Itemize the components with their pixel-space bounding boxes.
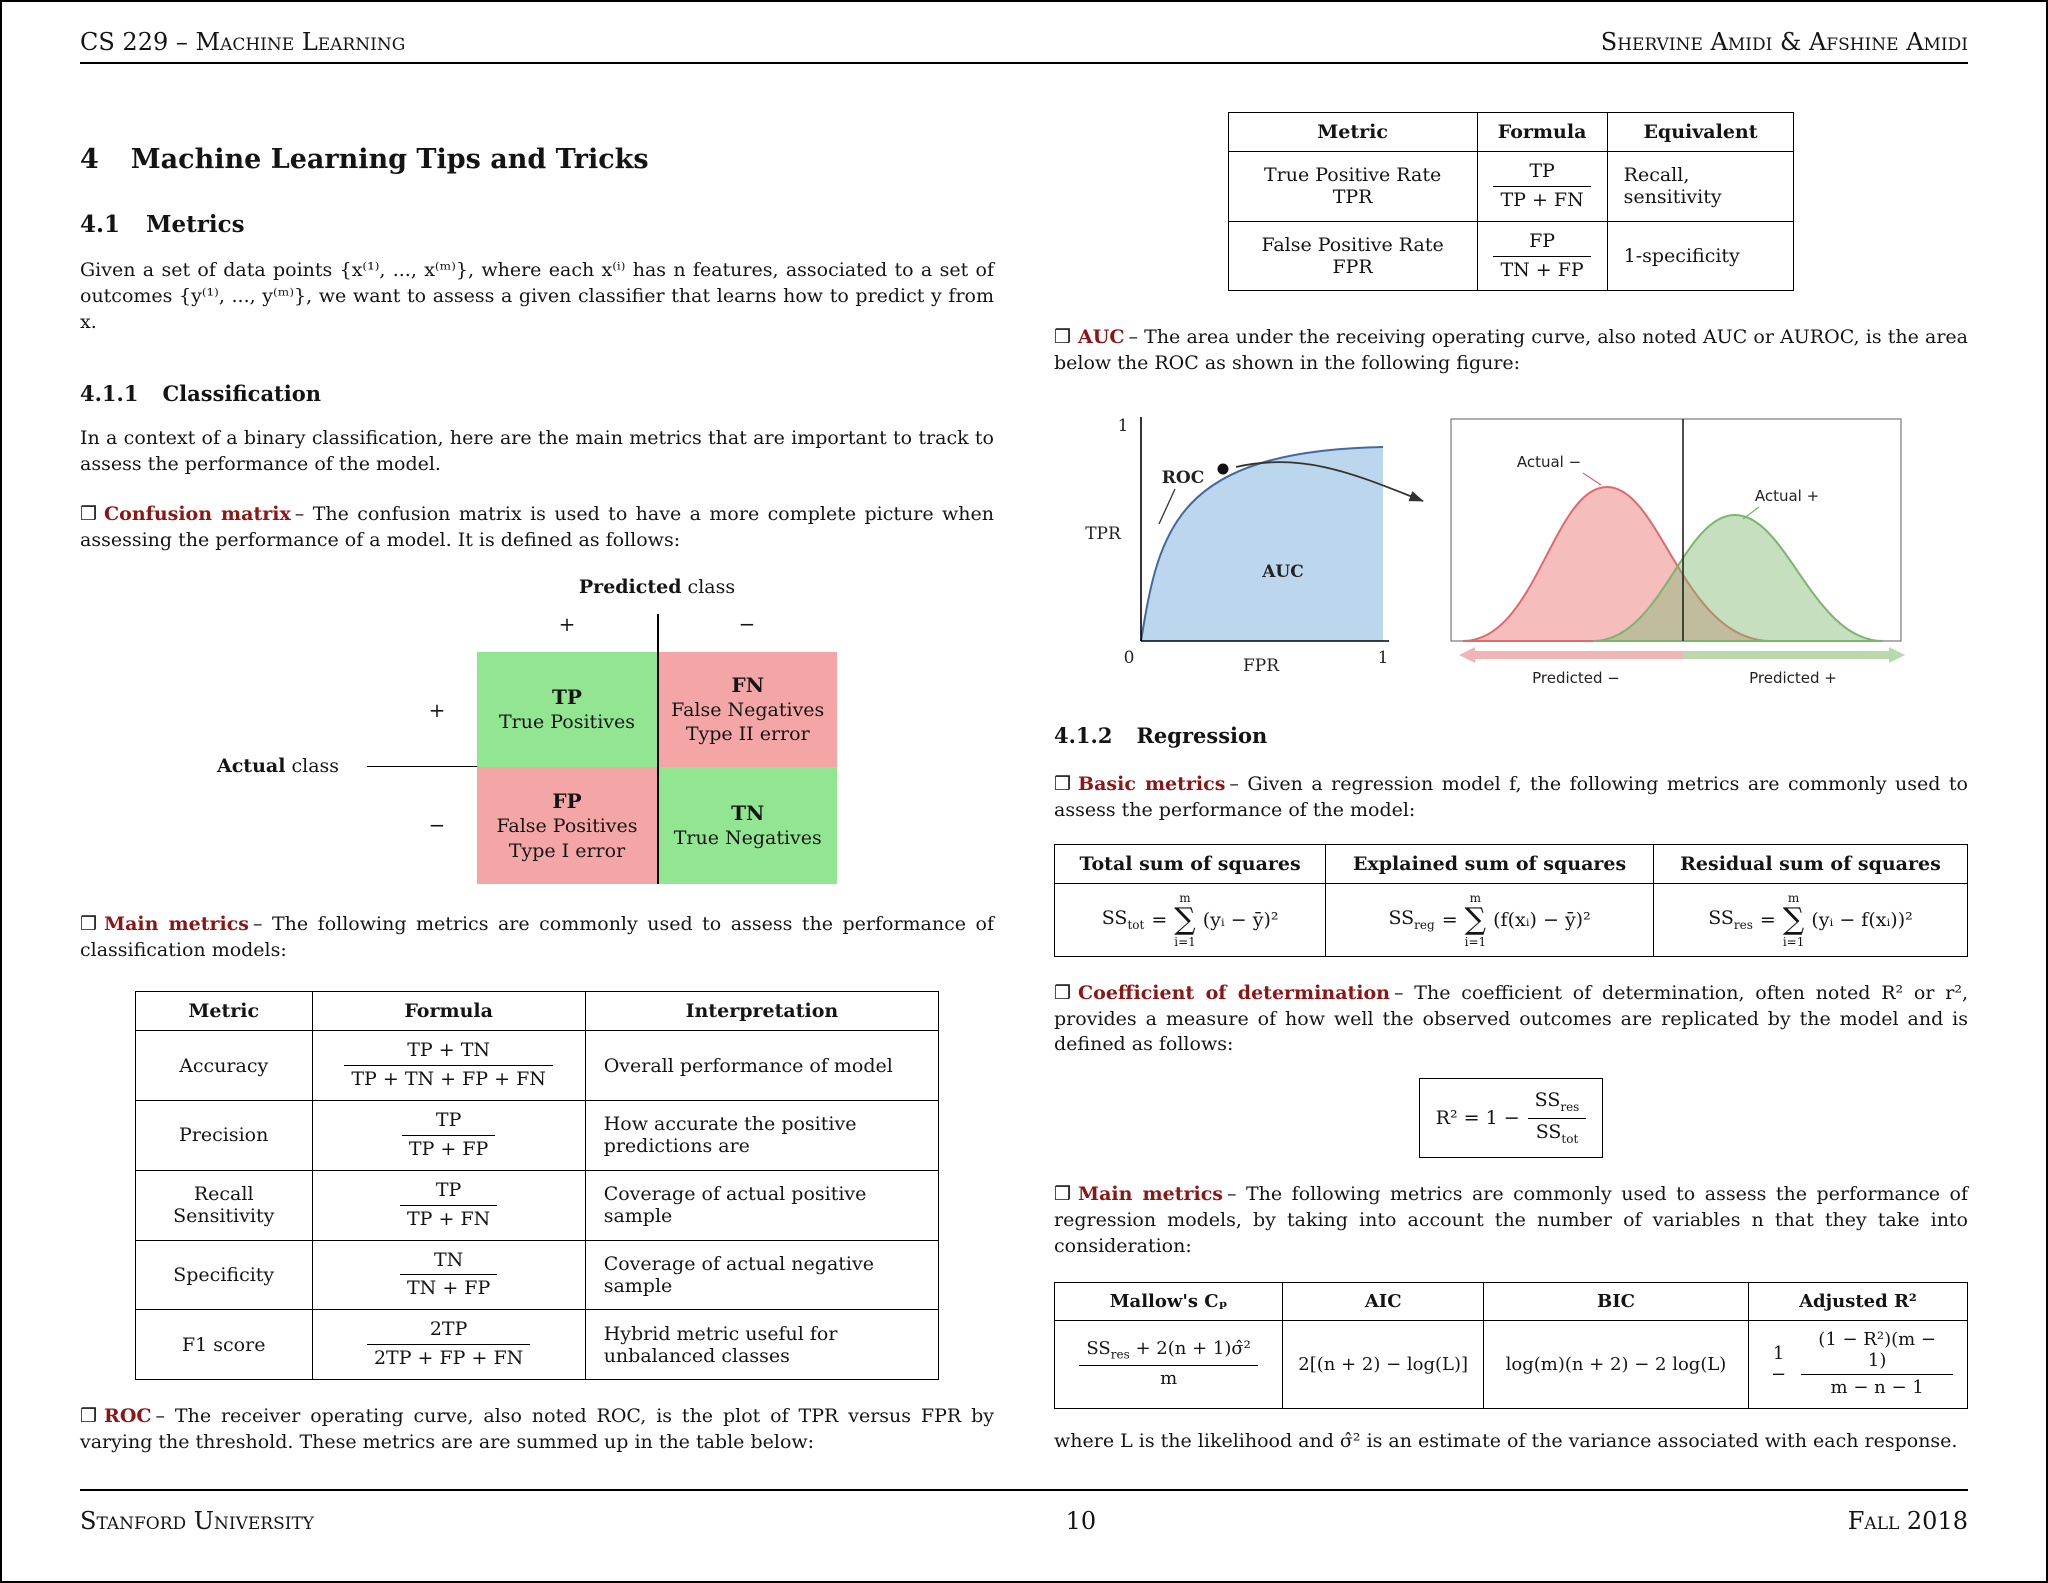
formula-cell xyxy=(1477,221,1607,291)
two-column-layout xyxy=(80,102,1968,1456)
confusion-matrix-term: Confusion matrix xyxy=(104,503,291,526)
col-formula: Formula xyxy=(1477,113,1607,152)
square-bullet-icon: ❒ xyxy=(80,1404,98,1427)
main-metrics-item xyxy=(80,912,994,964)
formula-cell xyxy=(312,1310,585,1380)
ss-reg-cell: $SS_{reg}$ = m ∑ i=1 (f(xᵢ) − ȳ)² xyxy=(1326,883,1654,956)
determination-item xyxy=(1054,981,1968,1058)
regression-main-metrics-text: – The following metrics are commonly used to assess the performance of regression models, by taking into account the number of variables n that they take into consideration: xyxy=(1054,1183,1969,1258)
interpretation-cell: Coverage of actual negative sample xyxy=(585,1240,938,1310)
table-row xyxy=(1055,883,1968,956)
fraction: $\frac{SS_{res} + 2(n + 1)\sigmâ^2}{m}$ xyxy=(1079,1338,1257,1391)
actual-minus-label: Actual − xyxy=(1516,453,1582,472)
roc-label: ROC xyxy=(1161,468,1205,489)
rate-table xyxy=(1228,112,1795,291)
fn-note: Type II error xyxy=(685,723,810,746)
roc-text: – The receiver operating curve, also noted ROC, is the plot of TPR versus FPR by varying the threshold. These metrics are are summed up in the table below: xyxy=(80,1404,994,1453)
metric-cell: Specificity xyxy=(135,1240,312,1310)
metric-cell: F1 score xyxy=(135,1310,312,1380)
summation: m ∑ i=1 xyxy=(1782,890,1805,949)
actual-positive-pointer xyxy=(1743,507,1759,519)
roc-item xyxy=(80,1404,994,1456)
actual-negative-pointer xyxy=(1583,473,1601,485)
regression-heading xyxy=(1054,723,1968,748)
table-header-row xyxy=(1055,844,1968,883)
classification-number: 4.1.1 xyxy=(80,381,139,407)
col-metric: Metric xyxy=(135,992,312,1031)
table-row xyxy=(135,1310,938,1380)
y-max-label: 1 xyxy=(1117,416,1129,437)
metrics-intro-paragraph: Given a set of data points {x⁽¹⁾, ..., x⁽ᵐ⁾}, where each x⁽ⁱ⁾ has n features, associated to a set of outcomes {y⁽¹⁾, ..., y⁽ᵐ⁾}, we want to assess a given classifier that learns how to predict y from x. xyxy=(80,259,994,333)
x-max-label: 1 xyxy=(1377,648,1389,669)
actual-minus-label: − xyxy=(428,812,446,837)
metric-cell: True Positive Rate TPR xyxy=(1228,152,1477,222)
basic-metrics-term: Basic metrics xyxy=(1078,773,1226,796)
r-squared-formula-wrap xyxy=(1054,1078,1968,1158)
metric-cell: Recall Sensitivity xyxy=(135,1170,312,1240)
predicted-class-label xyxy=(477,576,837,598)
table-row xyxy=(1228,221,1794,291)
ss-tot-cell: $SS_{tot}$ = m ∑ i=1 (yᵢ − ȳ)² xyxy=(1055,883,1326,956)
fraction: $\frac{TP}{TP + FN}$ xyxy=(400,1179,497,1232)
equivalent-cell: Recall, sensitivity xyxy=(1607,152,1794,222)
predicted-bold: Predicted xyxy=(578,575,682,598)
metric-cell: Precision xyxy=(135,1101,312,1171)
regression-title: Regression xyxy=(1136,723,1268,749)
fraction: $\frac{TP + TN}{TP + TN + FP + FN}$ xyxy=(344,1039,553,1092)
square-bullet-icon: ❒ xyxy=(80,503,98,526)
col-explained-ss: Explained sum of squares xyxy=(1326,844,1654,883)
formula-cell xyxy=(312,1240,585,1310)
sum-of-squares-table xyxy=(1054,844,1968,957)
actual-class-label xyxy=(217,755,339,777)
footer-page-number: 10 xyxy=(1065,1507,1097,1535)
fraction: $\frac{TP}{TP + FP}$ xyxy=(402,1109,495,1162)
fraction: $\frac{FP}{TN + FP}$ xyxy=(1493,230,1590,283)
table-row xyxy=(135,1170,938,1240)
fn-abbr: FN xyxy=(731,672,764,697)
determination-term: Coefficient of determination xyxy=(1078,981,1390,1004)
regression-number: 4.1.2 xyxy=(1054,723,1113,749)
determination-text: – The coefficient of determination, often noted R² or r², provides a measure of how well the observed outcomes are replicated by the model and is defined as follows: xyxy=(1054,981,1968,1056)
table-row xyxy=(1228,152,1794,222)
page-footer xyxy=(80,1489,1968,1535)
col-formula: Formula xyxy=(312,992,585,1031)
table-row xyxy=(1055,1320,1968,1408)
formula-cell xyxy=(312,1170,585,1240)
formula-cell xyxy=(312,1101,585,1171)
regression-main-metrics-item xyxy=(1054,1182,1968,1259)
col-interpretation: Interpretation xyxy=(585,992,938,1031)
fraction: $\frac{TP}{TP + FN}$ xyxy=(1493,160,1590,213)
col-total-ss: Total sum of squares xyxy=(1055,844,1326,883)
square-bullet-icon: ❒ xyxy=(1054,773,1072,796)
col-adjusted-r2: Adjusted R² xyxy=(1748,1282,1967,1320)
col-bic: BIC xyxy=(1484,1282,1749,1320)
classification-metrics-table xyxy=(135,991,939,1379)
tn-abbr: TN xyxy=(731,801,765,826)
predicted-rest: class xyxy=(687,575,736,598)
actual-bold: Actual xyxy=(217,754,286,777)
predicted-plus-label: Predicted + xyxy=(1749,669,1837,688)
classification-intro-paragraph: In a context of a binary classification, here are the main metrics that are important to track to assess the performance of the model. xyxy=(80,427,994,476)
page-header xyxy=(80,28,1968,56)
left-column xyxy=(80,102,994,1456)
col-metric: Metric xyxy=(1228,113,1477,152)
predicted-minus-header: − xyxy=(738,611,756,636)
auc-label: AUC xyxy=(1262,562,1304,583)
summation: m ∑ i=1 xyxy=(1174,890,1196,949)
regression-main-metrics-term: Main metrics xyxy=(1078,1183,1223,1206)
col-equivalent: Equivalent xyxy=(1607,113,1794,152)
fp-abbr: FP xyxy=(552,788,582,813)
tn-name: True Negatives xyxy=(673,827,822,850)
fp-name: False Positives xyxy=(496,814,638,837)
auc-term: AUC xyxy=(1078,326,1125,349)
roc-pointer-line xyxy=(1159,489,1175,524)
equivalent-cell: 1-specificity xyxy=(1607,221,1794,291)
section-heading xyxy=(80,144,994,175)
fraction: $\frac{\text{(1 − R²)(m − 1)}}{m - n - 1}$ xyxy=(1801,1329,1953,1400)
predicted-minus-arrow xyxy=(1459,647,1683,663)
false-positives-cell xyxy=(477,767,657,884)
table-row xyxy=(135,1031,938,1101)
auc-text: – The area under the receiving operating curve, also noted AUC or AUROC, is the area below the ROC as shown in the following figure: xyxy=(1054,326,1968,375)
fraction: $\frac{TN}{TN + FP}$ xyxy=(400,1249,497,1302)
ss-res-cell: $SS_{res}$ = m ∑ i=1 (yᵢ − f(xᵢ))² xyxy=(1653,883,1967,956)
predicted-plus-header: + xyxy=(558,611,576,636)
regression-metrics-table xyxy=(1054,1282,1968,1409)
confusion-matrix-text: – The confusion matrix is used to have a more complete picture when assessing the performance of a model. It is defined as follows: xyxy=(80,503,994,551)
fpr-axis-label: FPR xyxy=(1242,656,1280,677)
roc-auc-figure xyxy=(1071,389,1951,693)
right-column xyxy=(1054,102,1968,1456)
metrics-heading xyxy=(80,211,994,238)
header-authors: Shervine Amidi & Afshine Amidi xyxy=(1600,28,1968,56)
confusion-matrix-item xyxy=(80,502,994,554)
fraction: $\frac{2TP}{2TP + FP + FN}$ xyxy=(367,1318,530,1371)
aic-cell: 2[(n + 2) − log(L)] xyxy=(1283,1320,1484,1408)
table-row xyxy=(135,1101,938,1171)
bic-cell: log(m)(n + 2) − 2 log(L) xyxy=(1484,1320,1749,1408)
classification-heading xyxy=(80,381,994,406)
r-squared-formula-box xyxy=(1419,1078,1604,1158)
roc-point xyxy=(1218,464,1229,475)
actual-plus-label: + xyxy=(428,697,446,722)
col-aic: AIC xyxy=(1283,1282,1484,1320)
square-bullet-icon: ❒ xyxy=(1054,326,1072,349)
tp-abbr: TP xyxy=(552,684,582,709)
r-squared-lhs: R² = 1 − xyxy=(1435,1107,1520,1130)
col-mallow: Mallow's Cₚ xyxy=(1055,1282,1283,1320)
metric-cell: False Positive Rate FPR xyxy=(1228,221,1477,291)
tpr-axis-label: TPR xyxy=(1085,524,1121,545)
square-bullet-icon: ❒ xyxy=(1054,1183,1072,1206)
footer-rule xyxy=(80,1489,1968,1491)
predicted-minus-label: Predicted − xyxy=(1532,669,1620,688)
basic-metrics-item xyxy=(1054,772,1968,824)
fp-note: Type I error xyxy=(508,839,626,862)
tp-name: True Positives xyxy=(499,710,635,733)
main-metrics-text: – The following metrics are commonly used to assess the performance of classification models: xyxy=(80,912,995,961)
formula-cell xyxy=(1477,152,1607,222)
square-bullet-icon: ❒ xyxy=(80,912,98,935)
interpretation-cell: Hybrid metric useful for unbalanced classes xyxy=(585,1310,938,1380)
interpretation-cell: Coverage of actual positive sample xyxy=(585,1170,938,1240)
roc-term: ROC xyxy=(104,1404,152,1427)
table-header-row xyxy=(135,992,938,1031)
section-title: Machine Learning Tips and Tricks xyxy=(130,144,649,175)
col-residual-ss: Residual sum of squares xyxy=(1653,844,1967,883)
likelihood-note-paragraph: where L is the likelihood and σ̂² is an estimate of the variance associated with each response. xyxy=(1054,1429,1958,1452)
adjusted-r2-cell: 1 − $\frac{\text{(1 − R²)(m − 1)}}{m - n - 1}$ xyxy=(1748,1320,1967,1408)
interpretation-cell: How accurate the positive predictions are xyxy=(585,1101,938,1171)
interpretation-cell: Overall performance of model xyxy=(585,1031,938,1101)
confusion-matrix-figure xyxy=(217,576,857,888)
predicted-plus-arrow xyxy=(1683,647,1905,663)
mallow-cell xyxy=(1055,1320,1283,1408)
fn-name: False Negatives xyxy=(671,698,825,721)
formula-cell xyxy=(312,1031,585,1101)
table-header-row xyxy=(1055,1282,1968,1320)
main-metrics-term: Main metrics xyxy=(104,912,249,935)
actual-plus-label: Actual + xyxy=(1754,487,1820,506)
auc-item xyxy=(1054,325,1968,377)
origin-label: 0 xyxy=(1123,648,1135,669)
false-negatives-cell xyxy=(659,652,838,767)
footer-university: Stanford University xyxy=(80,1507,315,1535)
true-negatives-cell xyxy=(659,767,838,884)
classification-title: Classification xyxy=(162,381,322,407)
square-bullet-icon: ❒ xyxy=(1054,981,1072,1004)
table-header-row xyxy=(1228,113,1794,152)
header-course-title: CS 229 – Machine Learning xyxy=(80,28,406,56)
actual-rest: class xyxy=(291,754,340,777)
metrics-number: 4.1 xyxy=(80,211,121,238)
header-rule xyxy=(80,62,1968,64)
metric-cell: Accuracy xyxy=(135,1031,312,1101)
table-row xyxy=(135,1240,938,1310)
section-number: 4 xyxy=(80,144,99,175)
footer-term: Fall 2018 xyxy=(1847,1507,1968,1535)
true-positives-cell xyxy=(477,652,657,767)
metrics-title: Metrics xyxy=(146,211,245,238)
fraction: $\frac{SS_{res}}{SS_{tot}}$ xyxy=(1528,1089,1587,1147)
basic-metrics-text: – Given a regression model f, the following metrics are commonly used to assess the performance of the model: xyxy=(1054,773,1968,821)
summation: m ∑ i=1 xyxy=(1464,890,1487,949)
